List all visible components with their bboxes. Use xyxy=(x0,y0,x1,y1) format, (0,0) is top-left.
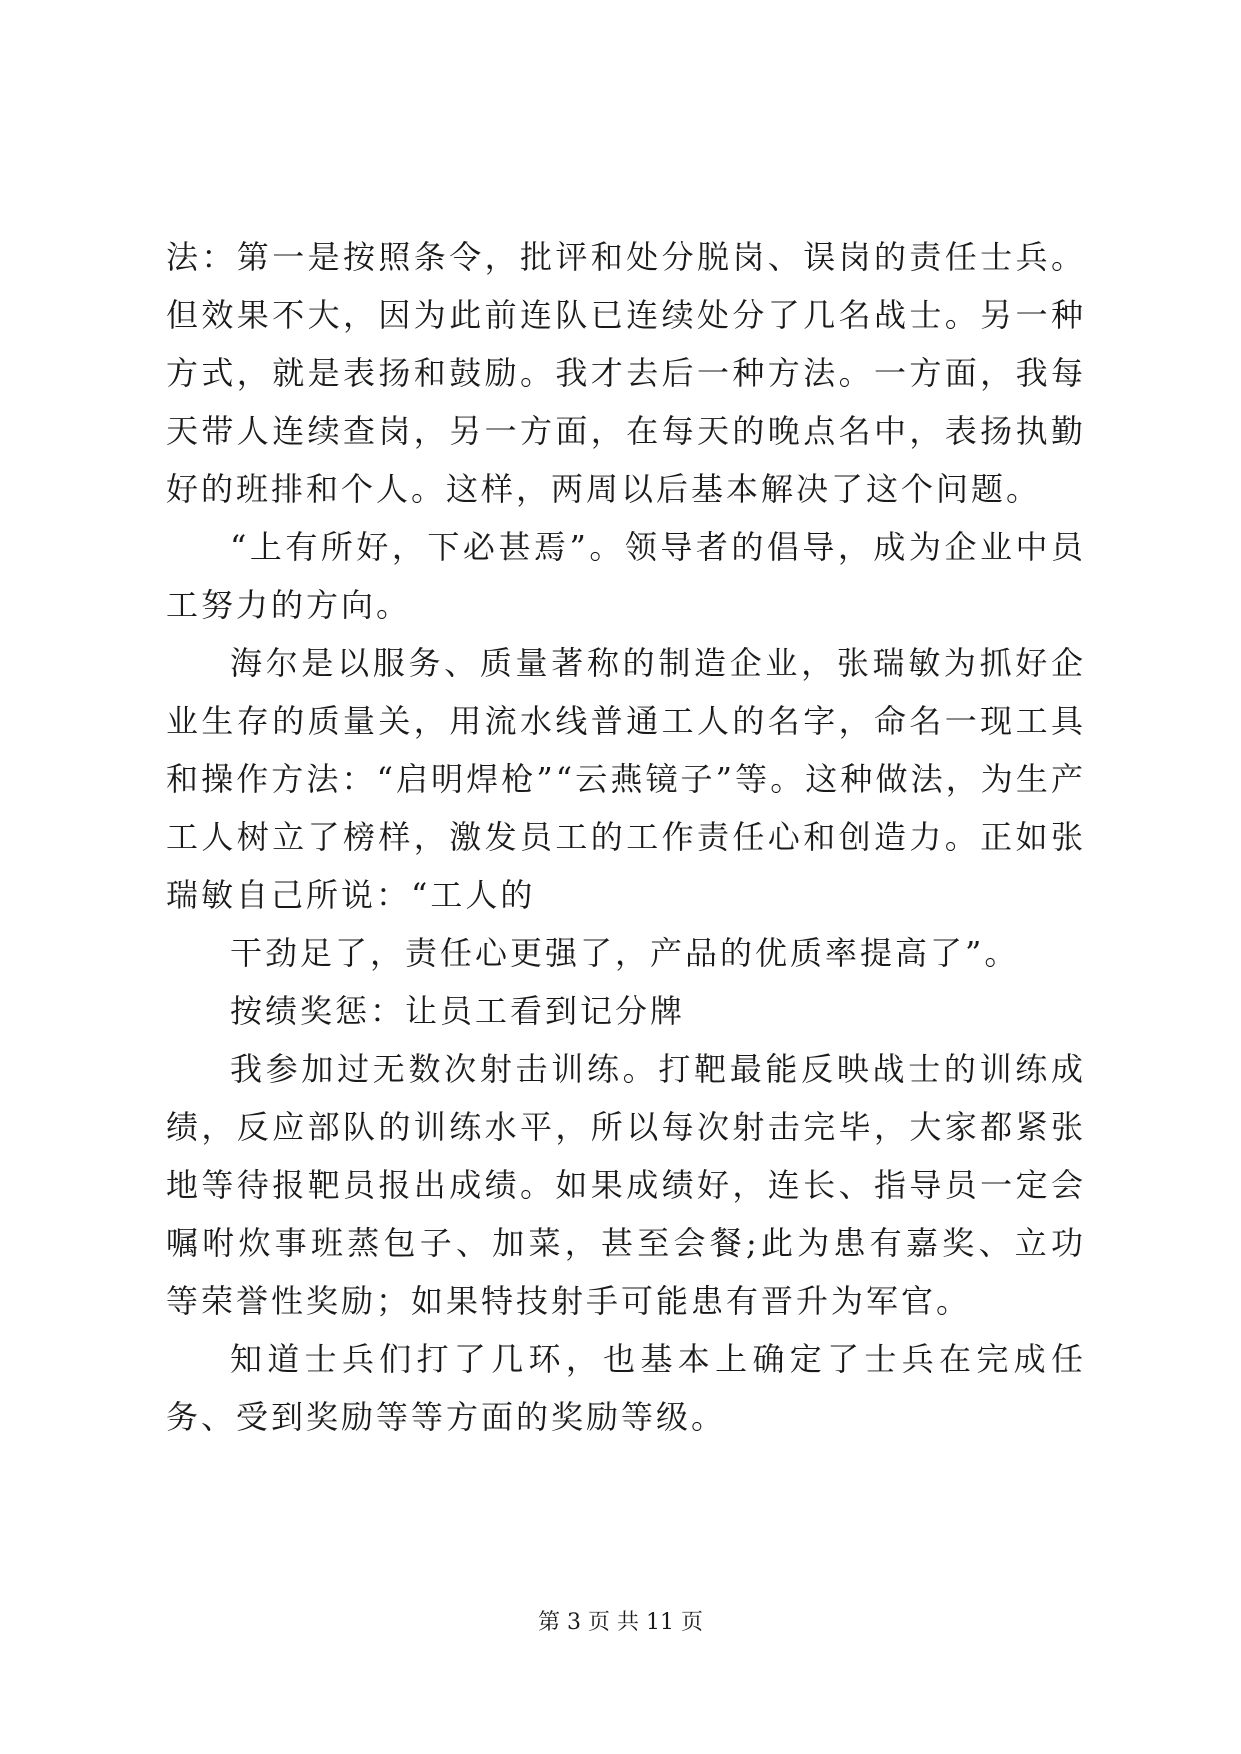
paragraph-5: 我参加过无数次射击训练。打靶最能反映战士的训练成绩，反应部队的训练水平，所以每次射击完毕，大家都紧张地等待报靶员报出成绩。如果成绩好，连长、指导员一定会嘱咐炊事班蒸包子、加菜，甚至会餐;此为患有嘉奖、立功等荣誉性奖励；如果特技射手可能患有晋升为军官。 xyxy=(166,1050,1086,1320)
paragraph-6: 知道士兵们打了几环，也基本上确定了士兵在完成任务、受到奖励等等方面的奖励等级。 xyxy=(166,1340,1086,1436)
paragraph-2: “上有所好，下必甚焉”。领导者的倡导，成为企业中员工努力的方向。 xyxy=(166,528,1086,624)
paragraph-4: 干劲足了，责任心更强了，产品的优质率提高了”。 xyxy=(230,934,1020,972)
page-number-footer: 第 3 页 共 11 页 xyxy=(538,1610,703,1635)
paragraph-1: 法：第一是按照条令，批评和处分脱岗、误岗的责任士兵。但效果不大，因为此前连队已连续处分了几名战士。另一种方式，就是表扬和鼓励。我才去后一种方法。一方面，我每天带人连续查岗，另一方面，在每天的晚点名中，表扬执勤好的班排和个人。这样，两周以后基本解决了这个问题。 xyxy=(166,238,1086,508)
paragraph-3: 海尔是以服务、质量著称的制造企业，张瑞敏为抓好企业生存的质量关，用流水线普通工人的名字，命名一现工具和操作方法：“启明焊枪”“云燕镜子”等。这种做法，为生产工人树立了榜样，激发员工的工作责任心和创造力。正如张瑞敏自己所说：“工人的 xyxy=(166,644,1086,914)
section-heading: 按绩奖惩：让员工看到记分牌 xyxy=(230,992,686,1030)
body-text xyxy=(166,228,1086,1446)
